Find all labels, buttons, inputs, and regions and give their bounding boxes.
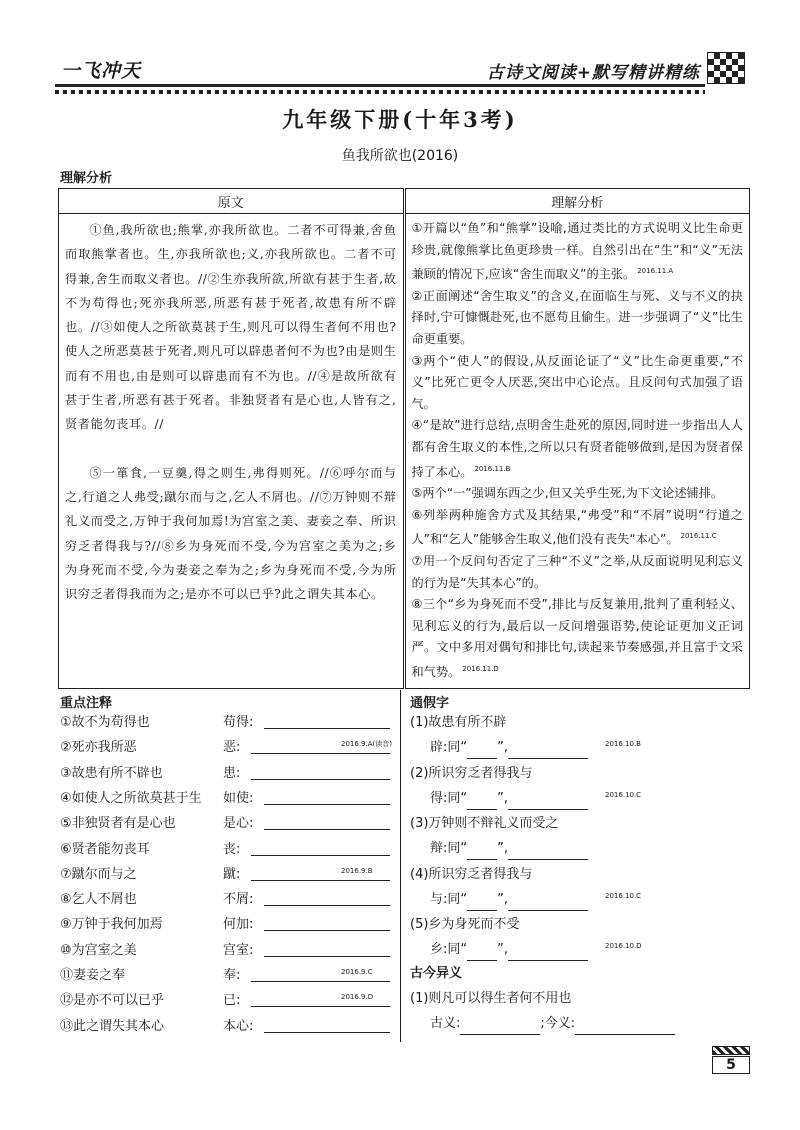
exam-ref: 2016.9.B: [341, 866, 373, 875]
answer-blank[interactable]: [508, 896, 588, 911]
answer-blank[interactable]: [264, 829, 390, 830]
notes-title: 重点注释: [60, 696, 113, 711]
exam-ref: 2016.10.C: [605, 790, 642, 799]
header-title: 古诗文阅读+默写精讲精练: [486, 63, 700, 83]
tongjia-sep: ”,: [497, 740, 509, 755]
analysis-item: ④“是故”进行总结,点明舍生赴死的原因,同时进一步指出人人都有舍生取义的本性,之所以只有贤者能够做到,是因为贤者保持了本心。 $^{2016.11.B}$: [411, 418, 743, 479]
note-quote: ⑩为宫室之美: [60, 942, 137, 958]
answer-blank[interactable]: [264, 905, 390, 906]
column-divider: [400, 690, 401, 1042]
checker-flag-icon: [707, 52, 745, 84]
answer-blank[interactable]: [508, 845, 588, 860]
answer-blank[interactable]: [467, 795, 497, 810]
tongjia-answer-row: [430, 838, 770, 860]
page-title: 九年级下册(十年3考): [282, 107, 518, 132]
tongjia-answer-row: [430, 788, 770, 810]
note-quote: ⑬此之谓失其本心: [60, 1018, 165, 1034]
answer-blank[interactable]: [467, 845, 497, 860]
note-item: [60, 839, 395, 861]
col-original-header: 原文: [59, 189, 405, 214]
tongjia-char: 得: [430, 790, 444, 806]
exam-ref: 2016.11.B: [474, 464, 511, 473]
note-quote: ⑦蹴尔而与之: [60, 866, 137, 882]
answer-blank[interactable]: [508, 795, 588, 810]
answer-blank[interactable]: [264, 930, 390, 931]
tongjia-label: :同“: [443, 942, 468, 957]
note-quote: ⑥贤者能勿丧耳: [60, 841, 150, 857]
note-item: [60, 712, 395, 734]
original-text-cell: [59, 214, 405, 689]
note-keyword: 奉:: [223, 968, 241, 983]
exam-ref: 2016.10.D: [605, 942, 642, 950]
answer-blank[interactable]: [467, 946, 497, 961]
tongjia-label: :同“: [443, 891, 468, 907]
note-item: [60, 914, 395, 936]
header-dots: [55, 90, 705, 94]
note-item: [60, 737, 395, 759]
note-keyword: 宫室:: [223, 942, 254, 958]
analysis-item: ③两个“使人”的假设,从反面论证了“义”比生命更重要,“不义”比死亡更令人厌恶,突出中心论点。且反问句式加强了语气。: [411, 353, 743, 411]
gujin-item: (1)则凡可以得生者何不用也: [410, 991, 572, 1006]
exam-ref: 2016.10.C: [605, 891, 642, 900]
tongjia-answer-row: [430, 939, 770, 961]
note-quote: ②死亦我所恶: [60, 740, 137, 756]
answer-blank[interactable]: [467, 896, 497, 911]
note-keyword: 丧:: [223, 841, 241, 857]
tongjia-label: :同“: [443, 841, 468, 856]
note-item: [60, 1016, 395, 1038]
analysis-cell: [404, 214, 750, 689]
tongjia-sep: ”,: [497, 942, 509, 957]
tongjia-sentence: (2)所识穷乏者得我与: [410, 765, 533, 781]
analysis-table: [58, 188, 750, 689]
tongjia-char: 辟: [430, 740, 444, 755]
answer-blank[interactable]: [264, 804, 390, 805]
note-item: [60, 788, 395, 810]
tongjia-sep: ”,: [497, 841, 509, 856]
page-number: 5: [712, 1056, 750, 1074]
note-quote: ⑨万钟于我何加焉: [60, 917, 163, 933]
lesson-title: 鱼我所欲也(2016): [341, 148, 459, 164]
note-keyword: 已:: [223, 993, 241, 1009]
tongjia-char: 乡: [430, 942, 444, 957]
exam-ref: 2016.9.C: [341, 968, 373, 976]
tongjia-answer-row: [430, 737, 770, 759]
note-item: [60, 940, 395, 962]
answer-blank[interactable]: [264, 1032, 390, 1033]
exam-ref: 2016.9.A(读音): [341, 740, 392, 749]
note-quote: ⑤非独贤者有是心也: [60, 816, 176, 832]
tongjia-sentence: (1)故患有所不辟: [410, 715, 507, 730]
analysis-item: ⑦用一个反问句否定了三种“不义”之举,从反面说明见利忘义的行为是“失其本心”的。: [411, 554, 743, 590]
note-quote: ④如使人之所欲莫甚于生: [60, 790, 202, 806]
col-analysis-header: 理解分析: [404, 189, 750, 214]
page-header: [55, 48, 745, 90]
note-keyword: 蹴:: [223, 866, 241, 882]
note-keyword: 如使:: [223, 790, 254, 806]
header-rule: [55, 84, 705, 87]
answer-blank[interactable]: [460, 1020, 540, 1035]
analysis-item: ②正面阐述“舍生取义”的含义,在面临生与死、义与不义的抉择时,宁可慷慨赴死,也不愿苟且偷生。进一步强调了“义”比生命更重要。: [411, 288, 743, 347]
note-item: [60, 763, 395, 785]
note-item: [60, 965, 395, 987]
tongjia-answer-row: [430, 889, 770, 911]
tongjia-sentence: (3)万钟则不辩礼义而受之: [410, 816, 559, 831]
note-item: [60, 889, 395, 911]
note-quote: ⑧乞人不屑也: [60, 892, 137, 908]
tongjia-char: 与: [430, 891, 444, 907]
note-keyword: 恶:: [223, 740, 241, 756]
note-keyword: 患:: [223, 765, 241, 781]
tongjia-sep: ”,: [497, 790, 509, 806]
note-quote: ⑫是亦不可以已乎: [60, 993, 165, 1009]
gujin-title: 古今异义: [410, 966, 463, 981]
original-paragraph: ①鱼,我所欲也;熊掌,亦我所欲也。二者不可得兼,舍鱼而取熊掌者也。生,亦我所欲也;义,亦我所欲也。二者不可得兼,舍生而取义者也。//②生亦我所欲,所欲有甚于生者,故不为苟得也;死亦我所恶,所恶有甚于死者,故患有所不辟也。//③如使人之所欲莫甚于生,则凡可以得生者何不用也?使人之所恶莫甚于死者,则凡可以辟患者何不为也?由是则生而有不用也,由是则可以辟患而有不为也。//④是故所欲有甚于生者,所恶有甚于死者。非独贤者有是心也,人皆有之,贤者能勿丧耳。//: [65, 223, 397, 432]
tongjia-label: :同“: [443, 790, 468, 806]
exam-ref: 2016.9.D: [341, 993, 374, 1002]
note-item: [60, 990, 395, 1012]
exam-ref: 2016.11.A: [637, 267, 674, 276]
tongjia-sentence: (4)所识穷乏者得我与: [410, 866, 533, 882]
note-quote: ①故不为苟得也: [60, 715, 150, 730]
answer-blank[interactable]: [508, 744, 588, 759]
analysis-item: ⑥列举两种施舍方式及其结果,“弗受”和“不屑”说明“行道之人”和“乞人”能够舍生取义,他们没有丧失“本心”。 $^{2016.11.C}$: [411, 507, 743, 547]
page-number-badge: [712, 1046, 750, 1072]
note-item: [60, 813, 395, 835]
tongjia-sep: ”,: [497, 891, 509, 907]
answer-blank[interactable]: [467, 744, 497, 759]
answer-blank[interactable]: [251, 779, 390, 780]
tongjia-label: :同“: [443, 740, 468, 755]
answer-blank[interactable]: [251, 855, 390, 856]
tongjia-sentence: (5)乡为身死而不受: [410, 917, 520, 932]
section-label: 理解分析: [60, 171, 113, 186]
note-keyword: 不屑:: [223, 892, 254, 908]
note-quote: ⑪妻妾之奉: [60, 968, 126, 983]
exam-ref: 2016.11.D: [462, 665, 499, 674]
answer-blank[interactable]: [575, 1020, 675, 1035]
note-keyword: 本心:: [223, 1018, 254, 1034]
note-keyword: 是心:: [223, 816, 254, 832]
note-keyword: 何加:: [223, 917, 254, 933]
tongjia-char: 辩: [430, 841, 444, 856]
answer-blank[interactable]: [264, 956, 390, 957]
hazard-stripe-icon: [712, 1046, 750, 1055]
answer-blank[interactable]: [508, 946, 588, 961]
answer-blank[interactable]: [264, 728, 390, 729]
analysis-item: ⑧三个“乡为身死而不受”,排比与反复兼用,批判了重利轻义、见利忘义的行为,最后以一反问增强语势,使论证更加义正词严。文中多用对偶句和排比句,读起来节奏感强,并且富于文采和气势。 $^{2016.11.D}$: [411, 597, 743, 680]
note-item: [60, 864, 395, 886]
note-quote: ③故患有所不辟也: [60, 765, 163, 781]
gujin-answer-row: 古义: ;今义:: [430, 1013, 770, 1035]
analysis-item: ①开篇以“鱼”和“熊掌”设喻,通过类比的方式说明义比生命更珍贵,就像熊掌比鱼更珍贵一样。自然引出在“生”和“义”无法兼顾的情况下,应该“舍生而取义”的主张。 $^{2016.11.A}$: [411, 221, 743, 282]
original-paragraph: ⑤一箪食,一豆羹,得之则生,弗得则死。//⑥呼尔而与之,行道之人弗受;蹴尔而与之,乞人不屑也。//⑦万钟则不辩礼义而受之,万钟于我何加焉!为宫室之美、妻妾之奉、所识穷乏者得我与?//⑧乡为身死而不受,今为宫室之美为之;乡为身死而不受,今为妻妾之奉为之;乡为身死而不受,今为所识穷乏者得我而为之;是亦不可以已乎?此之谓失其本心。: [65, 465, 397, 602]
analysis-item: ⑤两个“一”强调东西之少,但又关乎生死,为下文论述铺排。: [411, 486, 724, 501]
brand-logo: 一飞冲天: [61, 60, 142, 82]
exam-ref: 2016.11.C: [680, 532, 717, 541]
note-keyword: 苟得:: [223, 715, 254, 730]
tongjia-title: 通假字: [410, 696, 450, 711]
exam-ref: 2016.10.B: [605, 740, 641, 748]
